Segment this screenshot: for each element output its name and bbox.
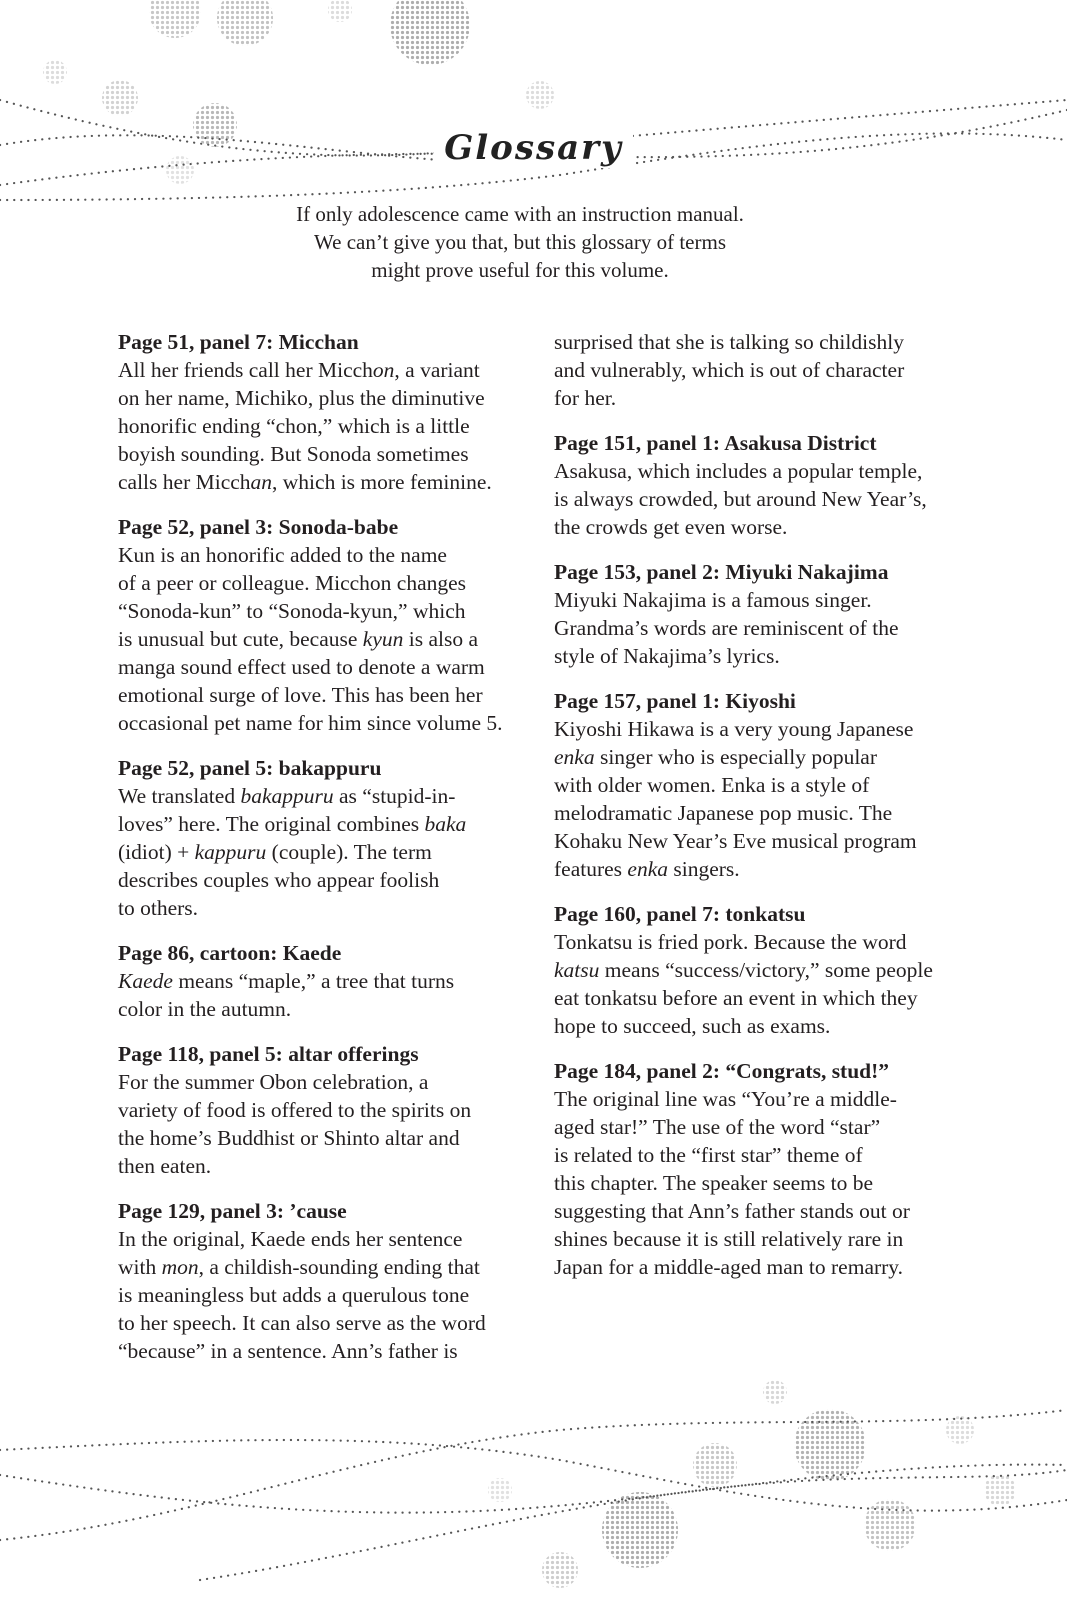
halftone-bubbles bbox=[488, 1380, 1016, 1588]
entry-text-line: All her friends call her Micchon, a variant bbox=[118, 358, 480, 382]
entry-text-line: hope to succeed, such as exams. bbox=[554, 1014, 831, 1038]
entry-text-line: is unusual but cute, because kyun is also a bbox=[118, 627, 479, 651]
entry-text-line: emotional surge of love. This has been her bbox=[118, 683, 483, 707]
entry-text-line: Tonkatsu is fried pork. Because the word bbox=[554, 930, 907, 954]
entry-text-line: features enka singers. bbox=[554, 857, 740, 881]
intro-line: might prove useful for this volume. bbox=[371, 258, 669, 282]
entry-heading: Page 118, panel 5: altar offerings bbox=[118, 1042, 419, 1066]
entry-text-line: color in the autumn. bbox=[118, 997, 292, 1021]
entry-text-line: katsu means “success/victory,” some people bbox=[554, 958, 933, 982]
entry-text-line: for her. bbox=[554, 386, 617, 410]
entry-text-line: of a peer or colleague. Micchon changes bbox=[118, 571, 467, 595]
entry-heading: Page 151, panel 1: Asakusa District bbox=[554, 431, 877, 455]
entry-text-line: then eaten. bbox=[118, 1154, 212, 1178]
entry-text-line: Miyuki Nakajima is a famous singer. bbox=[554, 588, 872, 612]
entry-heading: Page 52, panel 5: bakappuru bbox=[118, 756, 382, 780]
intro-text bbox=[0, 200, 1040, 284]
glossary-entry bbox=[118, 1040, 538, 1180]
glossary-entry bbox=[554, 429, 974, 541]
entry-heading: Page 153, panel 2: Miyuki Nakajima bbox=[554, 560, 889, 584]
entry-text-line: “because” in a sentence. Ann’s father is bbox=[118, 1339, 458, 1363]
entry-text-line: Asakusa, which includes a popular temple, bbox=[554, 459, 923, 483]
entry-text-line: calls her Micchan, which is more feminine. bbox=[118, 470, 492, 494]
entry-heading: Page 157, panel 1: Kiyoshi bbox=[554, 689, 796, 713]
entry-heading: Page 184, panel 2: “Congrats, stud!” bbox=[554, 1059, 890, 1083]
left-column bbox=[118, 328, 538, 1382]
glossary-entry bbox=[118, 939, 538, 1023]
entry-text-line: manga sound effect used to denote a warm bbox=[118, 655, 485, 679]
entry-text-line: The original line was “You’re a middle- bbox=[554, 1087, 897, 1111]
glossary-entry bbox=[554, 328, 974, 412]
entry-text-line: surprised that she is talking so childishly bbox=[554, 330, 904, 354]
intro-line: If only adolescence came with an instruction manual. bbox=[296, 202, 744, 226]
entry-text-line: boyish sounding. But Sonoda sometimes bbox=[118, 442, 469, 466]
entry-text-line: variety of food is offered to the spirits on bbox=[118, 1098, 472, 1122]
glossary-entry bbox=[118, 754, 538, 922]
entry-text-line: with older women. Enka is a style of bbox=[554, 773, 870, 797]
entry-text-line: Kaede means “maple,” a tree that turns bbox=[118, 969, 455, 993]
entry-text-line: to her speech. It can also serve as the word bbox=[118, 1311, 486, 1335]
entry-text-line: “Sonoda-kun” to “Sonoda-kyun,” which bbox=[118, 599, 466, 623]
entry-text-line: on her name, Michiko, plus the diminutive bbox=[118, 386, 485, 410]
page-title: Glossary bbox=[0, 128, 1067, 168]
entry-text-line: aged star!” The use of the word “star” bbox=[554, 1115, 881, 1139]
glossary-entry bbox=[554, 687, 974, 883]
glossary-entry bbox=[118, 1197, 538, 1365]
entry-text-line: suggesting that Ann’s father stands out or bbox=[554, 1199, 910, 1223]
entry-text-line: style of Nakajima’s lyrics. bbox=[554, 644, 780, 668]
entry-text-line: Kun is an honorific added to the name bbox=[118, 543, 447, 567]
glossary-entry bbox=[118, 513, 538, 737]
dotted-waves bbox=[0, 1410, 1067, 1580]
right-column bbox=[554, 328, 974, 1298]
entry-text-line: Kohaku New Year’s Eve musical program bbox=[554, 829, 917, 853]
entry-text-line: enka singer who is especially popular bbox=[554, 745, 878, 769]
entry-text-line: Kiyoshi Hikawa is a very young Japanese bbox=[554, 717, 914, 741]
entry-heading: Page 86, cartoon: Kaede bbox=[118, 941, 342, 965]
intro-line: We can’t give you that, but this glossary of terms bbox=[313, 230, 726, 254]
entry-text-line: honorific ending “chon,” which is a little bbox=[118, 414, 470, 438]
top-ornament bbox=[0, 0, 1067, 230]
entry-heading: Page 51, panel 7: Micchan bbox=[118, 330, 359, 354]
entry-text-line: this chapter. The speaker seems to be bbox=[554, 1171, 874, 1195]
entry-text-line: loves” here. The original combines baka bbox=[118, 812, 467, 836]
entry-text-line: shines because it is still relatively rare in bbox=[554, 1227, 904, 1251]
glossary-entry bbox=[554, 900, 974, 1040]
entry-text-line: (idiot) + kappuru (couple). The term bbox=[118, 840, 432, 864]
entry-heading: Page 160, panel 7: tonkatsu bbox=[554, 902, 806, 926]
entry-text-line: is always crowded, but around New Year’s, bbox=[554, 487, 927, 511]
entry-heading: Page 129, panel 3: ’cause bbox=[118, 1199, 347, 1223]
entry-text-line: In the original, Kaede ends her sentence bbox=[118, 1227, 463, 1251]
entry-heading: Page 52, panel 3: Sonoda-babe bbox=[118, 515, 399, 539]
bottom-ornament bbox=[0, 1370, 1067, 1600]
entry-text-line: melodramatic Japanese pop music. The bbox=[554, 801, 893, 825]
entry-text-line: We translated bakappuru as “stupid-in- bbox=[118, 784, 456, 808]
glossary-entry bbox=[118, 328, 538, 496]
entry-text-line: describes couples who appear foolish bbox=[118, 868, 440, 892]
entry-text-line: and vulnerably, which is out of character bbox=[554, 358, 905, 382]
entry-text-line: the crowds get even worse. bbox=[554, 515, 788, 539]
glossary-entry bbox=[554, 558, 974, 670]
entry-text-line: For the summer Obon celebration, a bbox=[118, 1070, 429, 1094]
glossary-entry bbox=[554, 1057, 974, 1281]
entry-text-line: Japan for a middle-aged man to remarry. bbox=[554, 1255, 904, 1279]
entry-text-line: is related to the “first star” theme of bbox=[554, 1143, 863, 1167]
entry-text-line: to others. bbox=[118, 896, 199, 920]
entry-text-line: occasional pet name for him since volume 5. bbox=[118, 711, 503, 735]
entry-text-line: eat tonkatsu before an event in which they bbox=[554, 986, 918, 1010]
entry-text-line: is meaningless but adds a querulous tone bbox=[118, 1283, 470, 1307]
entry-text-line: the home’s Buddhist or Shinto altar and bbox=[118, 1126, 460, 1150]
entry-text-line: with mon, a childish-sounding ending that bbox=[118, 1255, 480, 1279]
entry-text-line: Grandma’s words are reminiscent of the bbox=[554, 616, 899, 640]
